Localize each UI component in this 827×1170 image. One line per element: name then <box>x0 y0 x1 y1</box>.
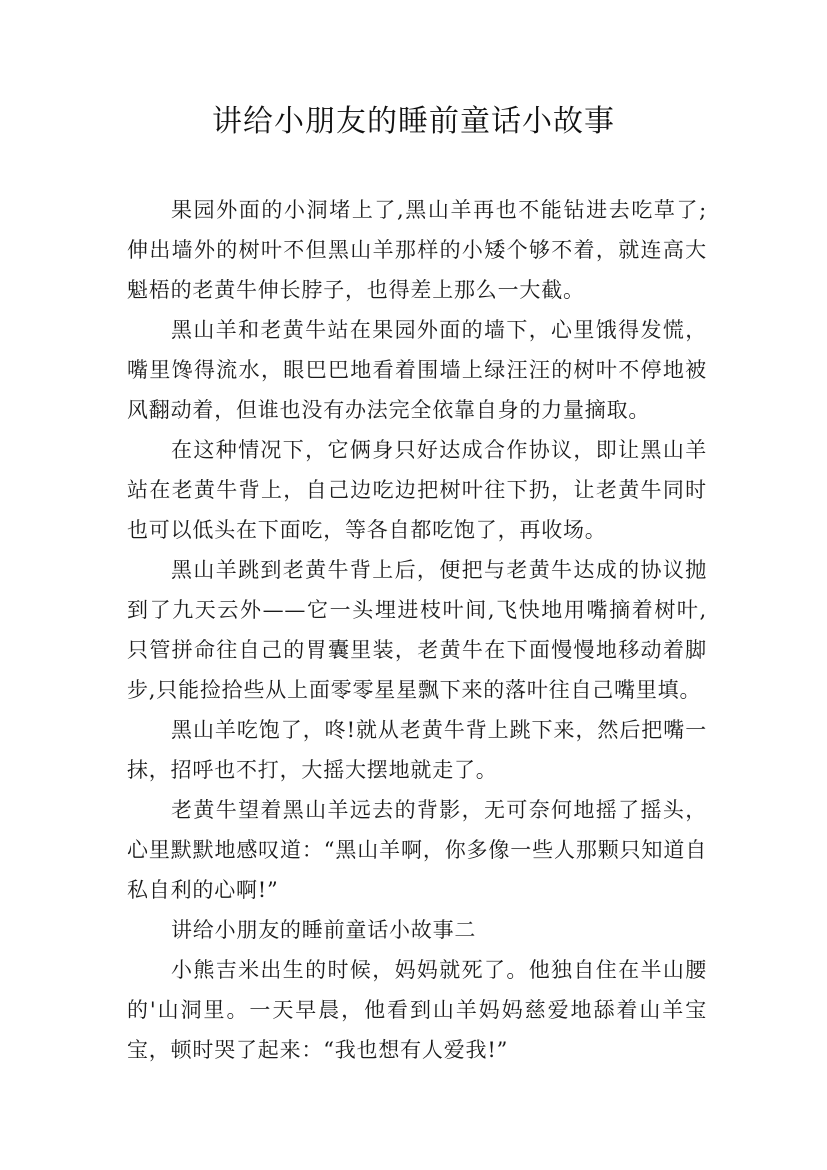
paragraph: 在这种情况下，它俩身只好达成合作协议，即让黑山羊站在老黄牛背上，自己边吃边把树叶往下扔，让老黄牛同时也可以低头在下面吃，等各自都吃饱了，再收场。 <box>127 438 707 542</box>
paragraph: 果园外面的小洞堵上了,黑山羊再也不能钻进去吃草了;伸出墙外的树叶不但黑山羊那样的小矮个够不着，就连高大魁梧的老黄牛伸长脖子，也得差上那么一大截。 <box>127 198 707 302</box>
paragraph: 老黄牛望着黑山羊远去的背影，无可奈何地摇了摇头，心里默默地感叹道：“黑山羊啊，你多像一些人那颗只知道自私自利的心啊!” <box>127 798 707 902</box>
paragraph: 黑山羊跳到老黄牛背上后，便把与老黄牛达成的协议抛到了九天云外——它一头埋进枝叶间,飞快地用嘴摘着树叶,只管拼命往自己的胃囊里装，老黄牛在下面慢慢地移动着脚步,只能捡拾些从上面零零星星飘下来的落叶往自己嘴里填。 <box>127 558 707 702</box>
paragraph: 小熊吉米出生的时候，妈妈就死了。他独自住在半山腰的'山洞里。一天早晨，他看到山羊妈妈慈爱地舔着山羊宝宝，顿时哭了起来：“我也想有人爱我!” <box>127 958 707 1062</box>
section-heading: 讲给小朋友的睡前童话小故事二 <box>171 918 477 942</box>
document-title: 讲给小朋友的睡前童话小故事 <box>212 104 615 139</box>
paragraph: 黑山羊和老黄牛站在果园外面的墙下，心里饿得发慌，嘴里馋得流水，眼巴巴地看着围墙上绿汪汪的树叶不停地被风翻动着，但谁也没有办法完全依靠自身的力量摘取。 <box>127 318 707 422</box>
document-body <box>127 190 707 1070</box>
paragraph: 黑山羊吃饱了，咚!就从老黄牛背上跳下来，然后把嘴一抹，招呼也不打，大摇大摆地就走了。 <box>127 718 707 782</box>
